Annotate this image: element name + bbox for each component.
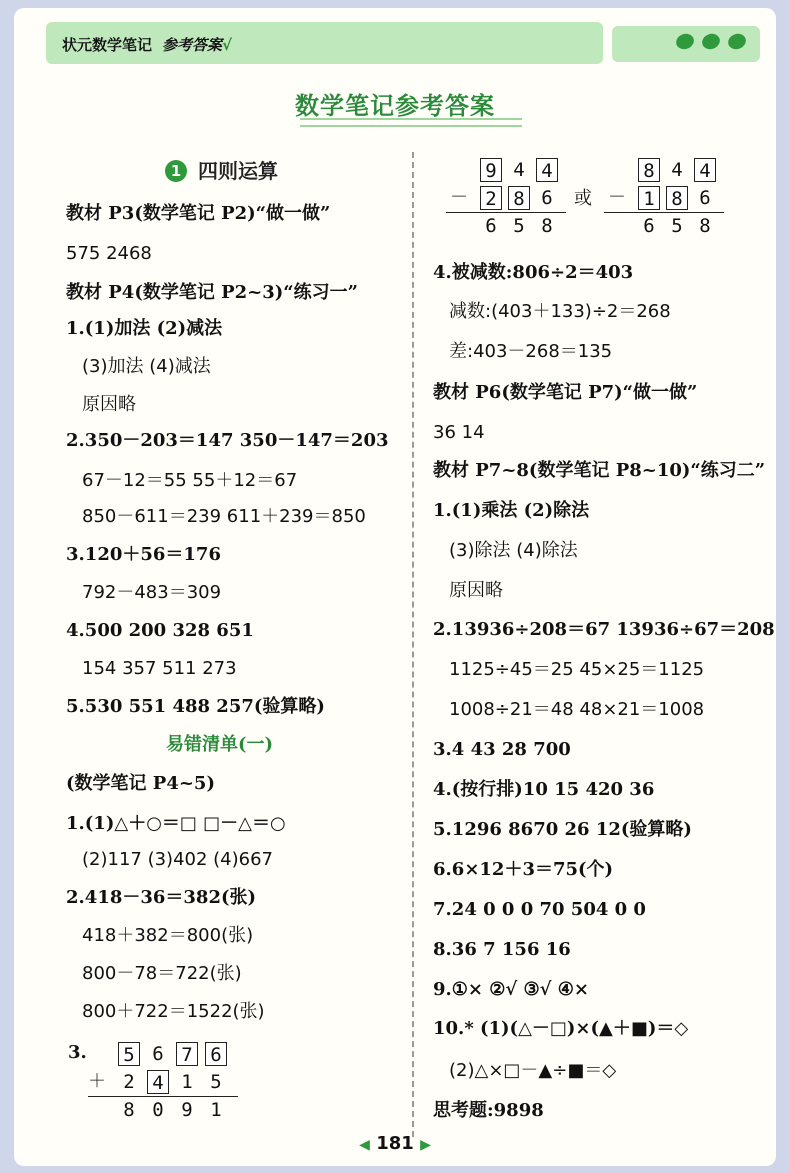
answer-line: 教材 P7~8(数学笔记 P8~10)“练习二” xyxy=(433,460,766,481)
answer-line: 154 357 511 273 xyxy=(82,658,237,679)
answer-box: 1 xyxy=(638,186,660,210)
answer-line: 教材 P4(数学笔记 P2~3)“练习一” xyxy=(66,282,358,303)
answer-line: 思考题:9898 xyxy=(433,1100,544,1121)
answer-box: 2 xyxy=(480,186,502,210)
digit: 6 xyxy=(152,1043,164,1065)
page-title: 数学笔记参考答案 xyxy=(295,92,495,120)
question-label: 3. xyxy=(68,1042,87,1063)
chapter-title: 四则运算 xyxy=(198,159,278,183)
digit: 6 xyxy=(485,215,497,237)
answer-line: 6.6×12＋3＝75(个) xyxy=(433,859,614,880)
answer-line: (3)加法 (4)减法 xyxy=(82,356,211,377)
answer-line: 3.4 43 28 700 xyxy=(433,739,571,760)
digit: 8 xyxy=(699,215,711,237)
answer-line: 教材 P3(数学笔记 P2)“做一做” xyxy=(66,203,331,224)
digit: 8 xyxy=(123,1099,135,1121)
answer-box: 9 xyxy=(480,158,502,182)
book-name: 状元数学笔记 xyxy=(62,36,153,54)
sum-line xyxy=(88,1096,238,1097)
answer-line: 10.* (1)(△－□)×(▲＋■)＝◇ xyxy=(433,1018,689,1039)
answer-line: 差:403－268＝135 xyxy=(449,341,613,362)
digit: 2 xyxy=(123,1071,135,1093)
answer-line: 1.(1)乘法 (2)除法 xyxy=(433,500,590,521)
digit: 1 xyxy=(210,1099,222,1121)
answer-line: 800＋722＝1522(张) xyxy=(82,1001,265,1022)
digit: 6 xyxy=(541,187,553,209)
answer-line: (3)除法 (4)除法 xyxy=(449,540,578,561)
check-icon: √ xyxy=(222,36,233,54)
answer-box: 8 xyxy=(666,186,688,210)
answer-line: (数学笔记 P4~5) xyxy=(66,773,215,794)
answer-line: 3.120＋56＝176 xyxy=(66,544,221,565)
answer-box: 8 xyxy=(638,158,660,182)
answer-line: (2)117 (3)402 (4)667 xyxy=(82,849,274,870)
answer-box: 4 xyxy=(694,158,716,182)
operator-sign: － xyxy=(450,187,468,208)
answer-line: 易错清单(一) xyxy=(166,734,274,755)
digit: 5 xyxy=(513,215,525,237)
answer-line: 5.1296 8670 26 12(验算略) xyxy=(433,819,692,840)
answer-line: 2.13936÷208＝67 13936÷67＝208 xyxy=(433,619,775,640)
answer-line: 9.①× ②√ ③√ ④× xyxy=(433,979,589,1000)
answer-line: 792－483＝309 xyxy=(82,582,222,603)
digit: 5 xyxy=(671,215,683,237)
answer-line: 36 14 xyxy=(433,422,485,443)
answer-line: 1.(1)加法 (2)减法 xyxy=(66,318,223,339)
sum-line xyxy=(446,212,566,213)
answer-line: 1.(1)△＋○＝□ □－△＝○ xyxy=(66,813,286,834)
digit: 6 xyxy=(643,215,655,237)
answer-box: 5 xyxy=(118,1042,140,1066)
digit: 4 xyxy=(513,159,525,181)
operator-sign: ＋ xyxy=(88,1071,106,1092)
page-number: 181 xyxy=(376,1133,414,1154)
or-label: 或 xyxy=(574,188,592,209)
answer-line: 4.被减数:806÷2＝403 xyxy=(433,262,634,283)
answer-box: 7 xyxy=(176,1042,198,1066)
digit: 1 xyxy=(181,1071,193,1093)
next-arrow-icon: ▶ xyxy=(420,1137,431,1153)
answer-line: 5.530 551 488 257(验算略) xyxy=(66,696,325,717)
answer-line: 7.24 0 0 0 70 504 0 0 xyxy=(433,899,646,920)
answer-line: 575 2468 xyxy=(66,243,152,264)
answer-line: 2.350－203＝147 350－147＝203 xyxy=(66,430,389,451)
digit: 0 xyxy=(152,1099,164,1121)
digit: 4 xyxy=(671,159,683,181)
answer-line: 67－12＝55 55＋12＝67 xyxy=(82,470,298,491)
answer-line: 2.418－36＝382(张) xyxy=(66,887,257,908)
answer-box: 6 xyxy=(205,1042,227,1066)
answer-line: 4.(按行排)10 15 420 36 xyxy=(433,779,655,800)
answer-line: 850－611＝239 611＋239＝850 xyxy=(82,506,366,527)
digit: 9 xyxy=(181,1099,193,1121)
answer-line: 减数:(403＋133)÷2＝268 xyxy=(449,301,671,322)
answer-box: 4 xyxy=(536,158,558,182)
answer-box: 4 xyxy=(147,1070,169,1094)
page-footer xyxy=(0,1133,790,1154)
answer-line: 教材 P6(数学笔记 P7)“做一做” xyxy=(433,382,698,403)
header-text xyxy=(62,34,232,55)
digit: 6 xyxy=(699,187,711,209)
answer-line: 1008÷21＝48 48×21＝1008 xyxy=(449,699,705,720)
answer-line: 1125÷45＝25 45×25＝1125 xyxy=(449,659,705,680)
section-name: 参考答案 xyxy=(162,36,223,54)
digit: 5 xyxy=(210,1071,222,1093)
answer-line: 原因略 xyxy=(82,394,136,415)
digit: 8 xyxy=(541,215,553,237)
operator-sign: － xyxy=(608,187,626,208)
answer-line: (2)△×□－▲÷■＝◇ xyxy=(449,1060,617,1081)
answer-line: 800－78＝722(张) xyxy=(82,963,242,984)
prev-arrow-icon: ◀ xyxy=(359,1137,370,1153)
title-underline xyxy=(300,118,522,127)
chapter-badge: 1 xyxy=(165,160,187,182)
answer-line: 原因略 xyxy=(449,580,503,601)
answer-box: 8 xyxy=(508,186,530,210)
column-divider xyxy=(412,152,414,1137)
answer-line: 418＋382＝800(张) xyxy=(82,925,254,946)
answer-line: 8.36 7 156 16 xyxy=(433,939,571,960)
sum-line xyxy=(604,212,724,213)
answer-line: 4.500 200 328 651 xyxy=(66,620,254,641)
